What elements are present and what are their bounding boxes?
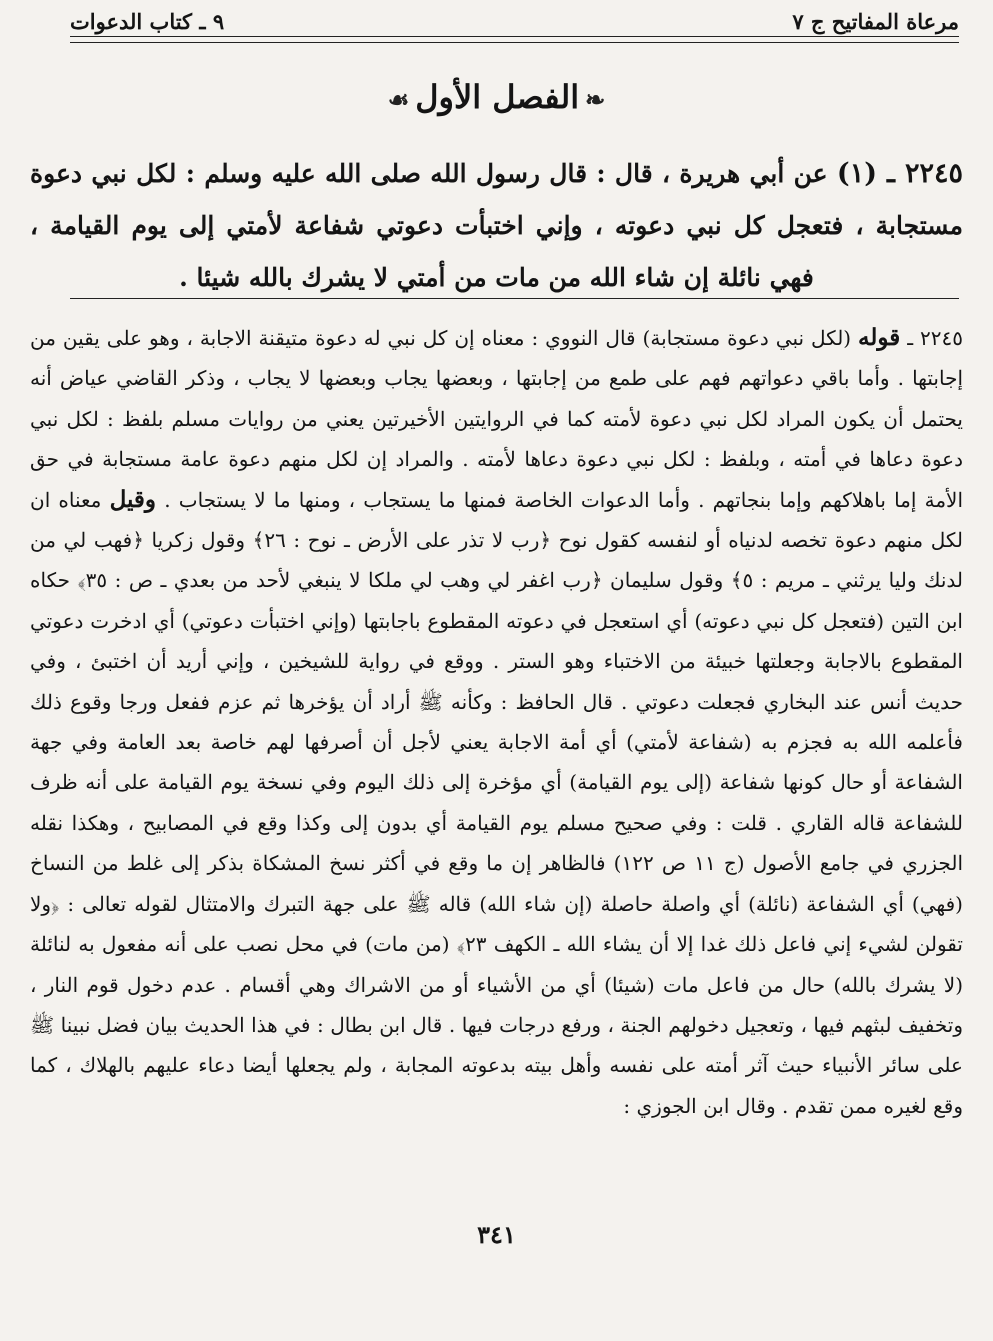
ornament-right-icon: ❧ — [585, 85, 606, 114]
running-header — [70, 6, 959, 36]
hadith-number: ٢٢٤٥ ـ (١) — [836, 158, 963, 189]
page-number: ٣٤١ — [477, 1220, 516, 1249]
ornament-left-icon: ☙ — [387, 85, 410, 114]
commentary-text — [30, 318, 963, 1126]
header-book-title: مرعاة المفاتيح ج ٧ — [792, 8, 959, 34]
hadith-body: عن أبي هريرة ، قال : قال رسول الله صلى الله عليه وسلم : لكل نبي دعوة مستجابة ، فتعجل كل نبي دعوته ، وإني اختبأت دعوتي شفاعة لأمتي إلى يوم القيامة ، فهي نائلة إن شاء الله من مات من أمتي لا يشرك بالله شيئا . — [30, 159, 963, 292]
commentary-lead-number: ٢٢٤٥ ـ — [907, 326, 963, 350]
section-title-text: الفصل الأول — [415, 78, 580, 116]
hadith-text — [30, 148, 963, 304]
commentary-paragraph-1: (لكل نبي دعوة مستجابة) قال النووي : معناه إن كل نبي له دعوة متيقنة الاجابة ، وهو على يقين من إجابتها . وأما باقي دعواتهم فهم على طمع من إجابتها ، وبعضها يجاب وبعضها لا يجاب ، وذكر القاضي عياض أنه يحتمل أن يكون المراد لكل نبي دعوة لأمته كما في الروايتين الأخيرتين يعني من روايات مسلم بلفظ : لكل نبي دعوة دعاها في أمته ، وبلفظ : لكل نبي دعوة دعاها لأمته . والمراد إن لكل منهم دعوة عامة مستجابة في حق الأمة إما باهلاكهم وإما بنجاتهم . وأما الدعوات الخاصة فمنها ما يستجاب ، ومنها ما لا يستجاب . — [30, 326, 964, 512]
commentary-lead-word: قوله — [858, 324, 901, 351]
section-heading — [0, 78, 993, 116]
commentary-paragraph-2: معناه ان لكل منهم دعوة تخصه لدنياه أو لنفسه كقول نوح ﴿رب لا تذر على الأرض ـ نوح : ٢٦﴾ وقول زكريا ﴿فهب لي من لدنك وليا يرثني ـ مريم : ٥﴾ وقول سليمان ﴿رب اغفر لي وهب لي ملكا لا ينبغي لأحد من بعدي ـ ص : ٣٥﴾ حكاه ابن التين (فتعجل كل نبي دعوته) أي استعجل في دعوته المقطوع باجابتها (وإني اختبأت دعوتي) أي ادخرت دعوتي المقطوع بالاجابة وجعلتها خبيئة من الاختباء وهو الستر . ووقع في رواية للشيخين ، وإني أريد أن اختبئ ، وفي حديث أنس عند البخاري فجعلت دعوتي . قال الحافظ : وكأنه ﷺ أراد أن يؤخرها ثم عزم ففعل ورجا وقوع ذلك فأعلمه الله به فجزم به (شفاعة لأمتي) أي أمة الاجابة يعني لأجل أن أصرفها لهم خاصة بعد العامة وفي جهة الشفاعة أو حال كونها شفاعة (إلى يوم القيامة) أي مؤخرة إلى ذلك اليوم وفي نسخة يوم القيامة على أنه ظرف للشفاعة قاله القاري . قلت : وفي صحيح مسلم يوم القيامة أي بدون إلى وكذا وقع في المصابيح ، وهكذا نقله الجزري في جامع الأصول (ج ١١ ص ١٢٢) فالظاهر إن ما وقع في أكثر نسخ المشكاة بذكر إلى غلط من النساخ (فهي) أي الشفاعة (نائلة) أي واصلة حاصلة (إن شاء الله) قاله ﷺ على جهة التبرك والامتثال لقوله تعالى : ﴿ولا تقولن لشيء إني فاعل ذلك غدا إلا أن يشاء الله ـ الكهف ٢٣﴾ (من مات) في محل نصب على أنه مفعول به لنائلة (لا يشرك بالله) حال من فاعل مات (شيئا) أي من الأشياء أو من الاشراك وهي أقسام . عدم دخول قوم النار ، وتخفيف لبثهم فيها ، وتعجيل دخولهم الجنة ، ورفع درجات فيها . قال ابن بطال : في هذا الحديث بيان فضل نبينا ﷺ على سائر الأنبياء حيث آثر أمته على نفسه وأهل بيته بدعوته المجابة ، ولم يجعلها أيضا دعاء عليهم بالهلاك ، كما وقع لغيره ممن تقدم . وقال ابن الجوزي : — [30, 487, 964, 1118]
commentary-bold-word: وقيل — [109, 485, 157, 513]
header-chapter-title: ٩ ـ كتاب الدعوات — [70, 8, 225, 34]
header-rule — [70, 36, 959, 43]
commentary-rule — [70, 298, 959, 299]
